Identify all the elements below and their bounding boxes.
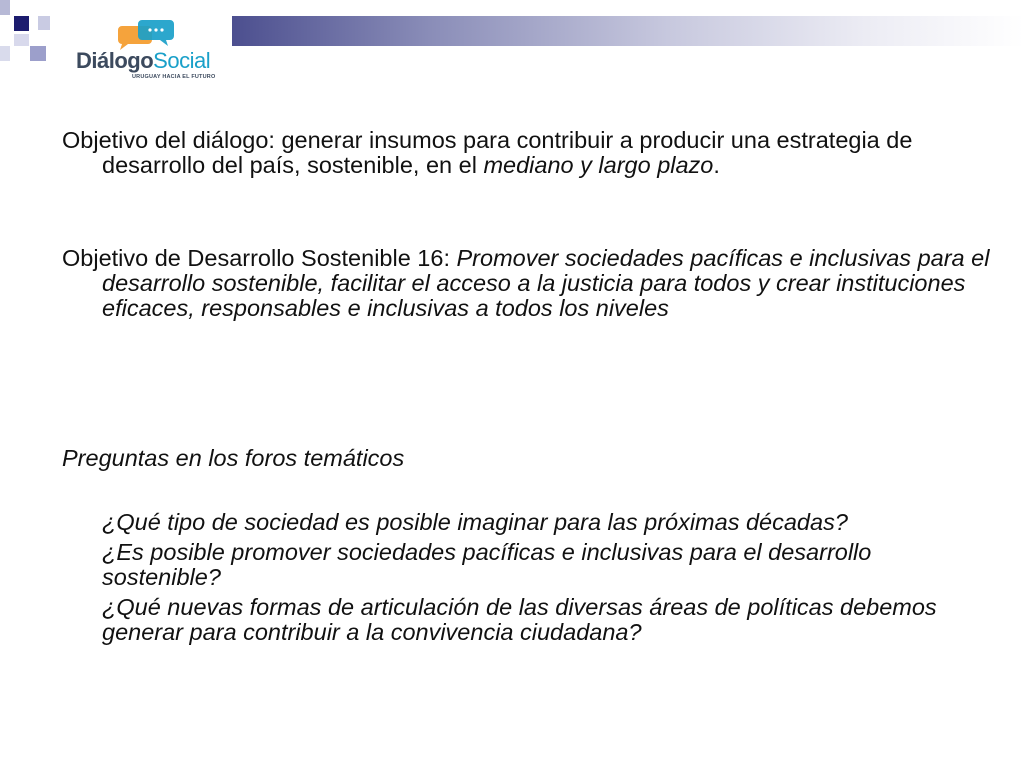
logo-wordmark [76, 48, 210, 74]
decor-square [14, 16, 29, 31]
objective-paragraph [62, 128, 1012, 178]
objective-text: Objetivo del diálogo: generar insumos para contribuir a producir una estrategia de desarrollo del país, sostenible, en el [62, 127, 913, 178]
objective-suffix: . [713, 152, 720, 178]
questions-heading: Preguntas en los foros temáticos [62, 445, 405, 471]
decor-square [38, 16, 50, 30]
decor-square [30, 46, 46, 61]
logo-word-social: Social [153, 48, 211, 73]
logo-tagline: URUGUAY HACIA EL FUTURO [132, 74, 216, 80]
header-gradient-bar [232, 16, 1024, 46]
dialogo-social-logo [74, 18, 224, 84]
logo-word-dialogo: Diálogo [76, 48, 154, 73]
decor-square [0, 46, 10, 61]
sdg16-text: Promover sociedades pacíficas e inclusivas para el desarrollo sostenible, facilitar el acceso a la justicia para todos y crear instituciones eficaces, responsables e inclusivas a todos los niveles [102, 245, 990, 321]
objective-emphasis: mediano y largo plazo [483, 152, 714, 178]
question-item: ¿Es posible promover sociedades pacíficas e inclusivas para el desarrollo sostenible? [102, 539, 872, 590]
question-item: ¿Qué tipo de sociedad es posible imaginar para las próximas décadas? [102, 509, 848, 535]
sdg16-label: Objetivo de Desarrollo Sostenible 16: [62, 245, 457, 271]
decor-square [0, 0, 10, 15]
question-item: ¿Qué nuevas formas de articulación de las diversas áreas de políticas debemos generar para contribuir a la convivencia ciudadana? [102, 594, 937, 645]
decor-square [14, 34, 29, 46]
sdg16-paragraph [62, 246, 1012, 321]
